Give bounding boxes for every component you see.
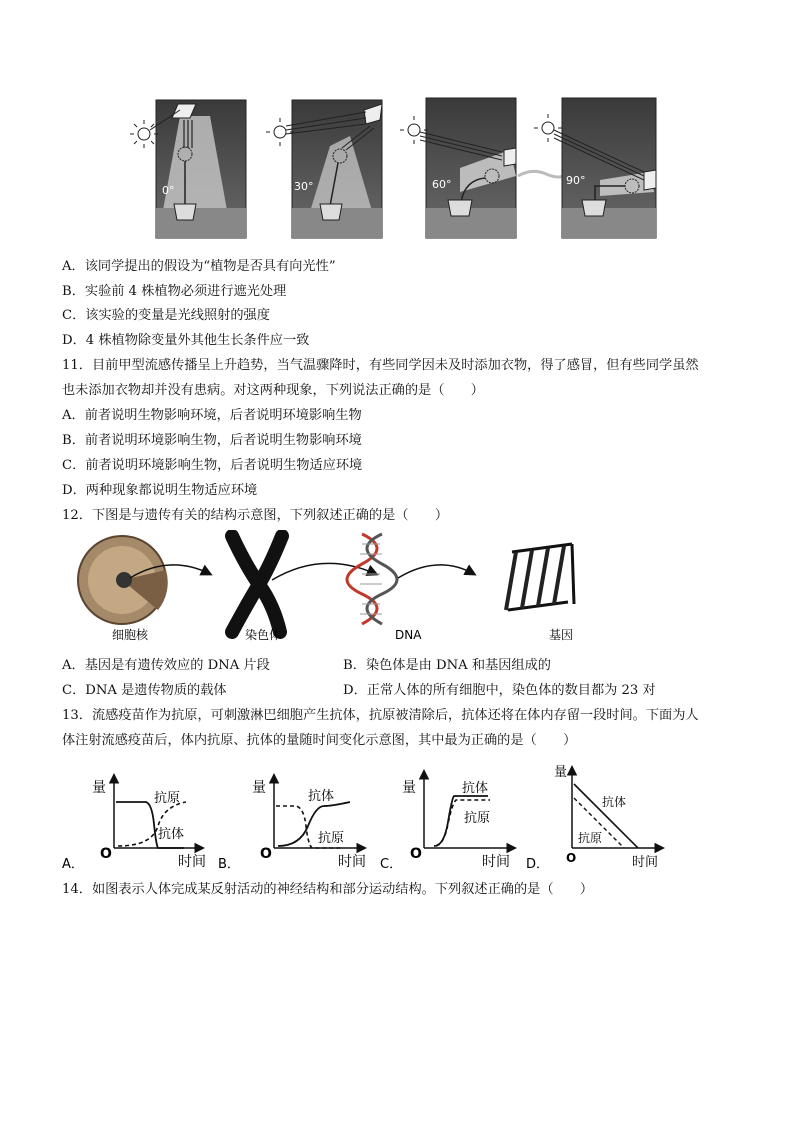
origin-label: O <box>566 851 577 865</box>
antigen-label: 抗原 <box>318 831 345 846</box>
q12-option-a: A．基因是有遗传效应的 DNA 片段 <box>62 658 270 673</box>
label-nucleus: 细胞核 <box>112 628 149 642</box>
q10-option-d: D．4 株植物除变量外其他生长条件应一致 <box>62 333 310 348</box>
antibody-label: 抗体 <box>602 795 627 809</box>
sun-icon <box>400 116 428 144</box>
x-axis-label: 时间 <box>632 855 659 870</box>
y-axis-label: 量 <box>554 765 568 780</box>
sun-icon <box>534 114 562 142</box>
angle-label: 0° <box>162 184 175 197</box>
panel-0-degree <box>130 100 246 238</box>
label-dna: DNA <box>395 628 422 642</box>
antibody-label: 抗体 <box>462 781 489 796</box>
q13-stem-line1: 13．流感疫苗作为抗原，可刺激淋巴细胞产生抗体，抗原被清除后，抗体还将在体内存留一段时间。下面为人 <box>62 708 699 723</box>
q10-option-b: B．实验前 4 株植物必须进行遮光处理 <box>62 284 287 299</box>
sun-icon <box>266 118 294 146</box>
dna-image <box>347 534 397 624</box>
antigen-label: 抗原 <box>578 831 603 845</box>
angle-label: 90° <box>566 174 586 187</box>
x-axis-label: 时间 <box>482 854 510 870</box>
graph-a <box>62 776 206 872</box>
q11-stem-line1: 11．目前甲型流感传播呈上升趋势，当气温骤降时，有些同学因未及时添加衣物，得了感冒，但有些同学虽然 <box>62 358 699 373</box>
graph-b <box>218 776 366 872</box>
option-letter: B． <box>218 857 240 872</box>
q12-option-c: C．DNA 是遗传物质的载体 <box>62 683 227 698</box>
option-letter: A． <box>62 857 84 872</box>
q10-option-c: C．该实验的变量是光线照射的强度 <box>62 308 270 323</box>
graph-d <box>526 765 662 872</box>
antigen-label: 抗原 <box>154 791 181 806</box>
q13-figure <box>62 762 672 877</box>
q11-option-c: C．前者说明环境影响生物，后者说明生物适应环境 <box>62 458 363 473</box>
graph-c <box>380 772 514 872</box>
nucleus-image <box>78 536 168 624</box>
option-letter: C． <box>380 857 403 872</box>
option-letter: D． <box>526 857 550 872</box>
y-axis-label: 量 <box>402 780 416 796</box>
origin-label: O <box>260 846 272 862</box>
panel-60-degree <box>400 98 568 238</box>
angle-label: 30° <box>294 180 314 193</box>
q10-option-a: A．该同学提出的假设为“植物是否具有向光性” <box>62 259 336 274</box>
q11-option-d: D．两种现象都说明生物适应环境 <box>62 483 258 498</box>
antibody-label: 抗体 <box>308 789 335 804</box>
q13-stem-line2: 体注射流感疫苗后，体内抗原、抗体的量随时间变化示意图，其中最为正确的是（ ） <box>62 733 577 748</box>
q10-figure <box>130 96 670 244</box>
antibody-label: 抗体 <box>158 827 185 842</box>
q12-figure <box>62 530 602 650</box>
q14-stem: 14．如图表示人体完成某反射活动的神经结构和部分运动结构。下列叙述正确的是（ ） <box>62 882 594 897</box>
q11-stem-line2: 也未添加衣物却并没有患病。对这两种现象，下列说法正确的是（ ） <box>62 383 484 398</box>
origin-label: O <box>410 846 422 862</box>
angle-label: 60° <box>432 178 452 191</box>
y-axis-label: 量 <box>252 780 266 796</box>
origin-label: O <box>100 846 112 862</box>
gene-image <box>506 544 574 610</box>
q12-option-b: B．染色体是由 DNA 和基因组成的 <box>343 658 551 673</box>
q11-option-a: A．前者说明生物影响环境，后者说明环境影响生物 <box>62 408 362 423</box>
x-axis-label: 时间 <box>178 854 206 870</box>
panel-90-degree <box>534 98 656 238</box>
q12-stem: 12．下图是与遗传有关的结构示意图，下列叙述正确的是（ ） <box>62 508 449 523</box>
label-chromosome: 染色体 <box>245 628 282 642</box>
panel-30-degree <box>266 100 382 238</box>
q11-option-b: B．前者说明环境影响生物，后者说明生物影响环境 <box>62 433 362 448</box>
antigen-label: 抗原 <box>464 811 491 826</box>
q12-option-d: D．正常人体的所有细胞中，染色体的数目都为 23 对 <box>343 683 656 698</box>
label-gene: 基因 <box>549 628 574 642</box>
y-axis-label: 量 <box>92 780 106 796</box>
sun-icon <box>130 120 158 148</box>
chromosome-image <box>232 536 282 632</box>
x-axis-label: 时间 <box>338 854 366 870</box>
